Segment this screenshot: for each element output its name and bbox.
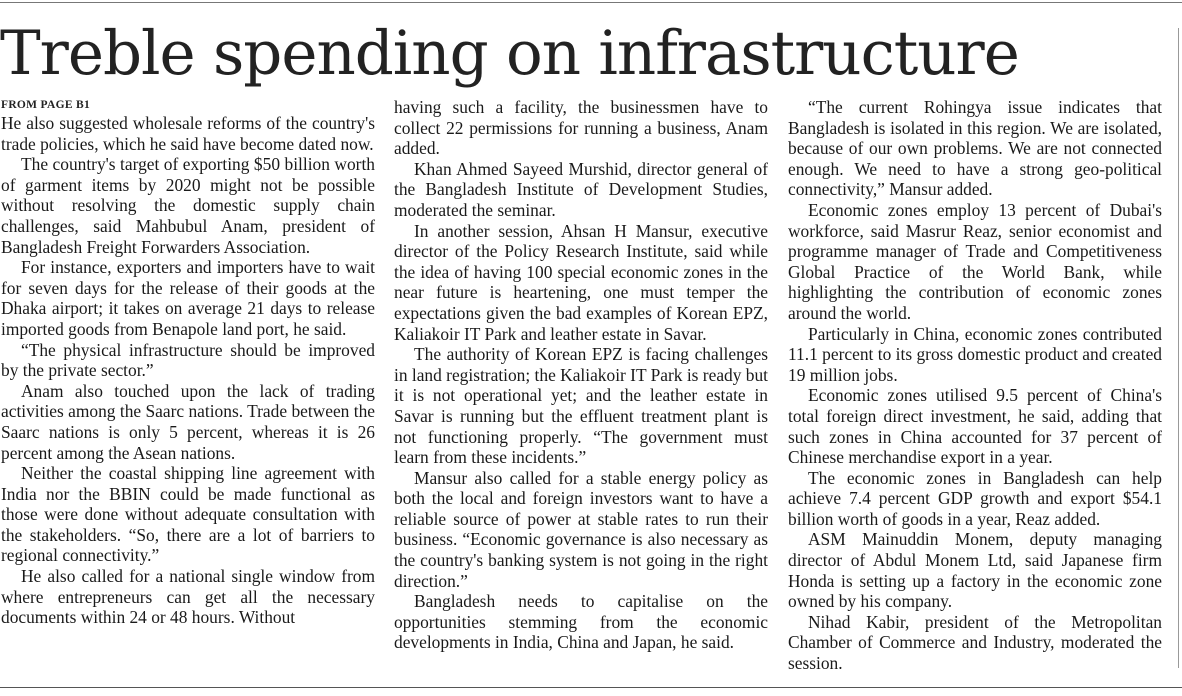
right-edge-rule <box>1178 28 1179 668</box>
article-column-2 <box>394 97 768 677</box>
article-column-3 <box>788 97 1162 677</box>
jump-kicker: FROM PAGE B1 <box>1 99 90 111</box>
paragraph: Economic zones utilised 9.5 percent of China's total foreign direct investment, he said, adding that such zones in China accounted for 37 percent of Chinese merchandise export in a year. <box>788 385 1162 468</box>
article-column-1 <box>1 97 375 677</box>
paragraph: Anam also touched upon the lack of trading activities among the Saarc nations. Trade between the Saarc nations is only 5 percent, whereas it is 26 percent among the Asean nations. <box>1 380 375 463</box>
paragraph: Particularly in China, economic zones contributed 11.1 percent to its gross domestic product and created 19 million jobs. <box>788 323 1162 385</box>
paragraph: Nihad Kabir, president of the Metropolitan Chamber of Commerce and Industry, moderated the session. <box>788 611 1162 674</box>
paragraph: Mansur also called for a stable energy policy as both the local and foreign investors want to have a reliable source of power at stable rates to run their business. “Economic governance is also necessary as the country's banking system is not going in the right direction.” <box>394 467 768 591</box>
paragraph: For instance, exporters and importers have to wait for seven days for the release of their goods at the Dhaka airport; it takes on average 21 days to release imported goods from Benapole land port, he said. <box>1 257 375 339</box>
paragraph: having such a facility, the businessmen have to collect 22 permissions for running a business, Anam added. <box>394 97 768 159</box>
paragraph: Economic zones employ 13 percent of Dubai's workforce, said Masrur Reaz, senior economist and programme manager of Trade and Competitiveness Global Practice of the World Bank, while highlighting the contribution of economic zones around the world. <box>788 199 1162 323</box>
top-rule <box>0 2 1182 3</box>
headline: Treble spending on infrastructure <box>0 18 1019 89</box>
paragraph: In another session, Ahsan H Mansur, executive director of the Policy Research Institute, said while the idea of having 100 special economic zones in the near future is heartening, one must temper the expectations given the bad examples of Korean EPZ, Kaliakoir IT Park and leather estate in Savar. <box>394 220 768 344</box>
paragraph: “The current Rohingya issue indicates that Bangladesh is isolated in this region. We are isolated, because of our own problems. We are not connected enough. We need to have a strong geo-political connectivity,” Mansur added. <box>788 97 1162 200</box>
paragraph: The economic zones in Bangladesh can help achieve 7.4 percent GDP growth and export $54.1 billion worth of goods in a year, Reaz added. <box>788 467 1162 529</box>
paragraph: ASM Mainuddin Monem, deputy managing director of Abdul Monem Ltd, said Japanese firm Honda is setting up a factory in the economic zone owned by his company. <box>788 529 1162 612</box>
paragraph: He also suggested wholesale reforms of the country's trade policies, which he said have become dated now. <box>1 113 375 154</box>
paragraph: Neither the coastal shipping line agreement with India nor the BBIN could be made functional as those were done without adequate consultation with the stakeholders. “So, there are a lot of barriers to regional connectivity.” <box>1 463 375 566</box>
paragraph: “The physical infrastructure should be improved by the private sector.” <box>1 339 375 381</box>
paragraph: Bangladesh needs to capitalise on the opportunities stemming from the economic developments in India, China and Japan, he said. <box>394 591 768 653</box>
paragraph: The authority of Korean EPZ is facing challenges in land registration; the Kaliakoir IT Park is ready but it is not operational yet; and the leather estate in Savar is running but the effluent treatment plant is not functioning properly. “The government must learn from these incidents.” <box>394 344 768 468</box>
paragraph: Khan Ahmed Sayeed Murshid, director general of the Bangladesh Institute of Development Studies, moderated the seminar. <box>394 158 768 220</box>
bottom-rule <box>0 687 1182 688</box>
paragraph: He also called for a national single window from where entrepreneurs can get all the necessary documents within 24 or 48 hours. Without <box>1 566 375 628</box>
paragraph: The country's target of exporting $50 billion worth of garment items by 2020 might not be possible without resolving the domestic supply chain challenges, said Mahbubul Anam, president of Bangladesh Freight Forwarders Association. <box>1 154 375 257</box>
